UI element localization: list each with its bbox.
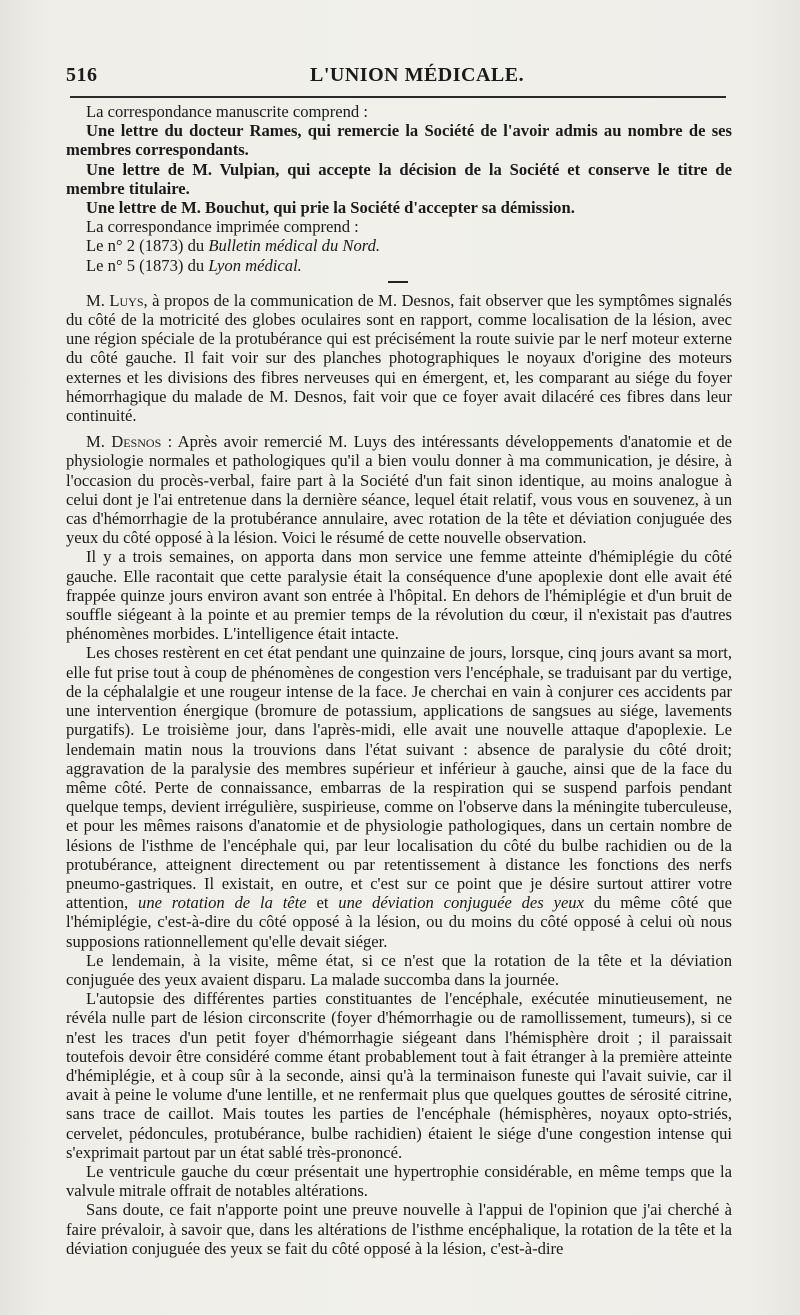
page-number: 516 [66, 64, 98, 86]
desnos-speaker: M. Desnos : [86, 432, 173, 452]
case-onset: Il y a trois semaines, on apporta dans mon service une femme atteinte d'hémiplégie du côté gauche. Elle racontait que cette paralysie était la conséquence d'une apoplexie dont elle avait été frappée quinze jours environ avant son entrée à l'hôpital. En dehors de l'hémiplégie et d'un bruit de souffle siégeant à la pointe et au premier temps de la révolution du cœur, il n'existait pas d'autres phénomènes morbides. L'intelligence était intacte. [66, 547, 732, 644]
luys-text: à propos de la communication de M. Desnos, fait observer que les symptômes signalés du côté de la motricité des globes oculaires sont en rapport, comme localisation de la lésion, avec une région spéciale de la protubérance qui est précisément la route suivie par le nerf moteur externe du côté gauche. Il fait voir sur des planches photographiques le noyaux d'origine des moteurs externes et les divisions des fibres nerveuses qui en émergent, et, les comparant au siége du foyer hémorrhagique du malade de M. Desnos, fait voir que ce foyer avait dilacéré ces fibres dans leur continuité. [66, 290, 732, 426]
printed-item-2-prefix: Le n° 5 (1873) du [86, 255, 209, 275]
case-course-part2: du même côté que l'hémiplégie, c'est-à-dire du côté opposé à la lésion, ou du moins du côté opposé à celui où nous supposions rationnellement qu'elle devait siéger. [66, 893, 732, 951]
printed-item-2 [66, 256, 732, 275]
paragraph-gap [66, 425, 732, 432]
desnos-intro [66, 432, 732, 547]
journal-title: L'UNION MÉDICALE. [310, 64, 525, 86]
printed-heading: La correspondance imprimée comprend : [86, 217, 359, 237]
letter-rames: Une lettre du docteur Rames, qui remercie la Société de l'avoir admis au nombre de ses membres correspondants. [66, 121, 732, 160]
case-course-part1: Les choses restèrent en cet état pendant une quinzaine de jours, lorsque, cinq jours avant sa mort, elle fut prise tout à coup de phénomènes de congestion vers l'encéphale, se traduisant par du vertige, de la céphalalgie et une rougeur intense de la face. Je cherchai en vain à conjurer ces accidents par une intervention énergique (bromure de potassium, applications de sangsues au siége, lavements purgatifs). Le troisième jour, dans l'après-midi, elle avait une nouvelle attaque d'apoplexie. Le lendemain matin nous la trouvions dans l'état suivant : absence de paralysie du côté droit; aggravation de la paralysie des membres supérieur et inférieur à gauche, ainsi que de la face du même côté. Perte de connaissance, embarras de la respiration qui se suspend parfois pendant quelque temps, devient irrégulière, suspirieuse, comme on l'observe dans la méningite tuberculeuse, et pour les mêmes raisons d'anatomie et de physiologie pathologiques, dans un certain nombre de lésions de l'isthme de l'encéphale qui, par leur localisation du côté du bulbe rachidien ou de la protubérance, atteignent directement ou par retentissement à distance les fonctions des nerfs pneumo-gastriques. Il existait, en outre, et c'est sur ce point que je désire surtout attirer votre attention, [66, 643, 732, 913]
ventricle: Le ventricule gauche du cœur présentait une hypertrophie considérable, en même temps que la valvule mitrale offrait de notables altérations. [66, 1161, 732, 1201]
case-course-and: et [306, 893, 339, 913]
body-text [66, 102, 732, 1258]
conclusion: Sans doute, ce fait n'apporte point une preuve nouvelle à l'appui de l'opinion que j'ai cherché à faire prévaloir, à savoir que, dans les altérations de l'isthme encéphalique, la rotation de la tête et la déviation conjuguée des yeux se fait du côté opposé à la lésion, c'est-à-dire [66, 1200, 732, 1258]
autopsy: L'autopsie des différentes parties constituantes de l'encéphale, exécutée minutieusement, ne révéla nulle part de lésion circonscrite (foyer d'hémorrhagie ou de ramollissement, tumeurs), si ce n'est les traces d'un petit foyer d'hémorrhagie siégeant dans l'hémisphère droit ; il paraissait toutefois devoir être considéré comme étant probablement tout à fait étranger à la première atteinte d'hémiplégie, et à coup sûr à la seconde, ainsi qu'à la terminaison funeste qui l'avait suivie, car il avait à peine le volume d'une lentille, et ne renfermait plus que quelques gouttes de sérosité citrine, sans trace de caillot. Mais toutes les parties de l'encéphale (hémisphères, noyaux opto-striés, cervelet, pédoncules, protubérance, bulbe rachidien) étaient le siége d'une congestion intense qui s'exprimait partout par un état sablé très-prononcé. [66, 989, 732, 1162]
case-course-emph1: une rotation de la tête [138, 893, 307, 913]
printed-item-1-prefix: Le n° 2 (1873) du [86, 236, 209, 256]
header-rule [70, 96, 726, 98]
luys-paragraph [66, 291, 732, 425]
printed-item-1 [66, 236, 732, 255]
case-course [66, 643, 732, 950]
printed-item-1-title: Bulletin médical du Nord. [208, 236, 381, 256]
letter-vulpian: Une lettre de M. Vulpian, qui accepte la décision de la Société et conserve le titre de membre titulaire. [66, 159, 732, 198]
luys-speaker: M. Luys, [86, 290, 148, 310]
printed-item-2-title: Lyon médical. [208, 255, 302, 275]
running-header [66, 64, 728, 92]
section-separator [388, 281, 408, 283]
case-course-emph2: une déviation conjuguée des yeux [338, 893, 584, 913]
manuscript-heading: La correspondance manuscrite comprend : [86, 102, 368, 121]
next-day: Le lendemain, à la visite, même état, si ce n'est que la rotation de la tête et la déviation conjuguée des yeux avaient disparu. La malade succomba dans la journée. [66, 950, 732, 989]
letter-bouchut: Une lettre de M. Bouchut, qui prie la Société d'accepter sa démission. [86, 198, 575, 218]
desnos-intro-text: Après avoir remercié M. Luys des intéressants développements d'anatomie et de physiologie normales et pathologiques qu'il a bien voulu donner à ma communication, je désire, à l'occasion du procès-verbal, faire part à la Société d'un fait sinon identique, au moins analogue à celui dont je l'ai entretenue dans la dernière séance, lequel était relatif, vous vous en souvenez, à un cas d'hémorrhagie de la protubérance annulaire, avec rotation de la tête et déviation conjuguée des yeux du côté opposé à la lésion. Voici le résumé de cette nouvelle observation. [66, 432, 732, 548]
